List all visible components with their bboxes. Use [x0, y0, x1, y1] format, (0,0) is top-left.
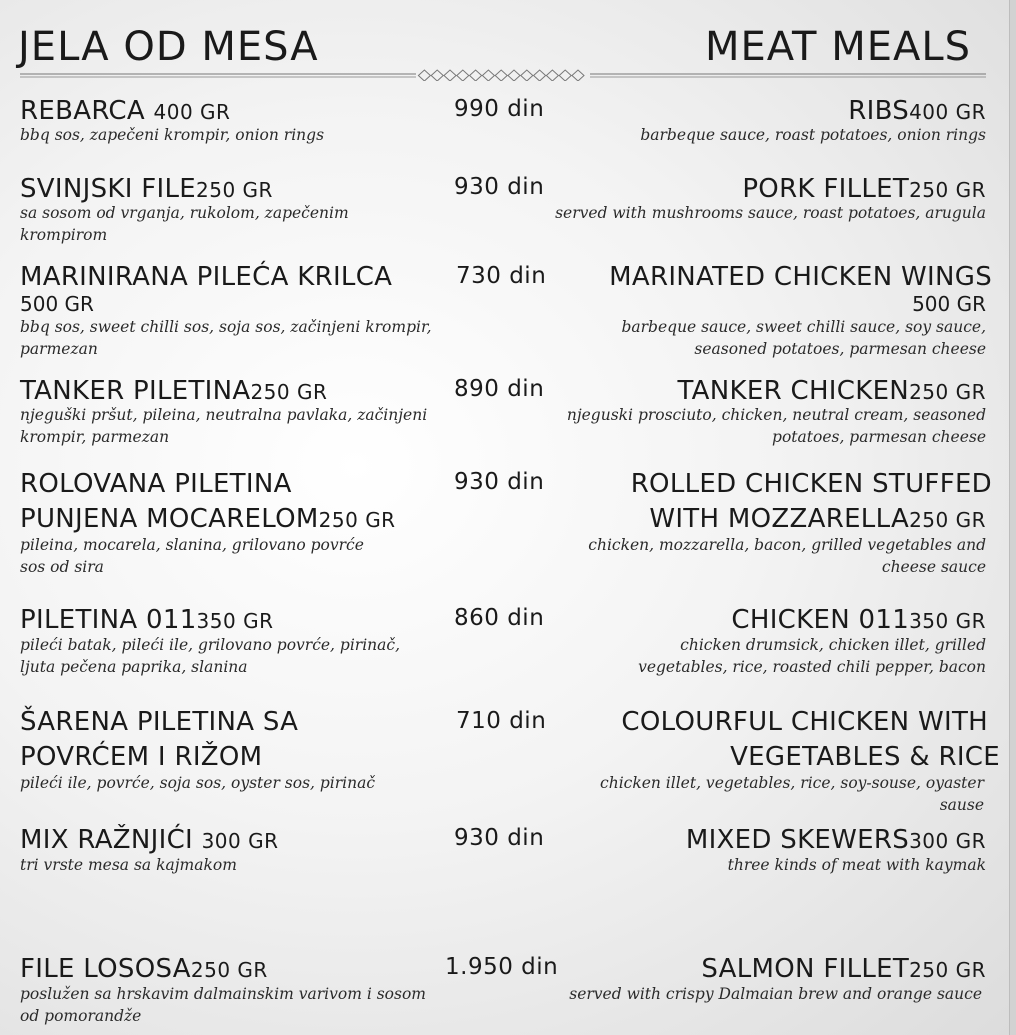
divider-diamond	[508, 70, 520, 81]
item-description-local: sa sosom od vrganja, rukolom, zapečenim krompirom	[20, 204, 349, 244]
item-name-english: PORK FILLET250 GR	[742, 174, 986, 204]
item-weight: 250 GR	[909, 958, 986, 982]
divider-diamond	[457, 70, 469, 81]
divider-diamond	[495, 70, 507, 81]
divider-diamond	[521, 70, 533, 81]
divider-diamond	[431, 70, 443, 81]
item-weight: 250 GR	[196, 178, 273, 202]
item-weight: 250 GR	[190, 958, 268, 982]
divider-diamond	[444, 70, 456, 81]
item-name-english: RIBS400 GR	[848, 96, 986, 126]
item-name-local: SVINJSKI FILE250 GR	[20, 174, 273, 204]
page-edge	[1009, 0, 1016, 1035]
item-description-english: njeguski prosciuto, chicken, neutral cream, seasoned potatoes, parmesan cheese	[566, 406, 986, 446]
item-description-english: served with mushrooms sauce, roast potatoes, arugula	[555, 204, 986, 222]
item-weight: 350 GR	[909, 609, 986, 633]
item-weight: 500 GR	[912, 292, 986, 316]
item-name-local-line2: PUNJENA MOCARELOM250 GR	[20, 504, 396, 534]
item-price: 930 din	[454, 469, 545, 495]
item-name-local: MIX RAŽNJIĆI 300 GR	[20, 825, 279, 855]
divider-diamond	[572, 70, 584, 81]
item-name-english: TANKER CHICKEN250 GR	[677, 376, 986, 406]
item-description-english: served with crispy Dalmaian brew and orange sauce	[569, 985, 982, 1003]
item-description-local: tri vrste mesa sa kajmakom	[20, 856, 237, 874]
item-name-local: REBARCA 400 GR	[20, 96, 231, 126]
item-name-local: FILE LOSOSA250 GR	[20, 954, 268, 984]
item-weight: 500 GR	[20, 292, 94, 316]
item-name-local-line2: POVRĆEM I RIŽOM	[20, 742, 263, 772]
item-weight: 250 GR	[250, 380, 328, 404]
item-description-english: chicken drumsick, chicken illet, grilled vegetables, rice, roasted chili pepper, bacon	[638, 636, 986, 676]
item-description-local: njeguški pršut, pileina, neutralna pavlaka, začinjeni krompir, parmezan	[20, 406, 428, 446]
title-english: MEAT MEALS	[705, 24, 972, 70]
item-weight: 400 GR	[153, 100, 231, 124]
item-weight: 300 GR	[201, 829, 279, 853]
divider-diamond	[470, 70, 482, 81]
item-description-english: barbeque sauce, sweet chilli sauce, soy sauce, seasoned potatoes, parmesan cheese	[621, 318, 986, 358]
item-description-local: bbq sos, zapečeni krompir, onion rings	[20, 126, 325, 144]
item-description-local: bbq sos, sweet chilli sos, soja sos, začinjeni krompir, parmezan	[20, 318, 432, 358]
divider-diamond	[482, 70, 494, 81]
item-weight: 250 GR	[909, 508, 986, 532]
item-price: 1.950 din	[445, 954, 559, 980]
item-name-english: MARINATED CHICKEN WINGS	[609, 262, 992, 292]
item-description-local: pileći batak, pileći ile, grilovano povrće, pirinač, ljuta pečena paprika, slanina	[20, 636, 400, 676]
item-weight: 250 GR	[318, 508, 396, 532]
item-weight: 250 GR	[909, 380, 986, 404]
title-local: JELA OD MESA	[18, 24, 319, 70]
item-weight: 250 GR	[909, 178, 986, 202]
item-price: 930 din	[454, 174, 545, 200]
item-weight: 400 GR	[909, 100, 986, 124]
item-weight: 350 GR	[196, 609, 274, 633]
item-price: 730 din	[456, 263, 547, 289]
item-description-english: chicken, mozzarella, bacon, grilled vegetables and cheese sauce	[588, 536, 986, 576]
item-description-local: pileći ile, povrće, soja sos, oyster sos, pirinač	[20, 774, 376, 792]
item-name-local: PILETINA 011350 GR	[20, 605, 274, 635]
item-name-english-line2: VEGETABLES & RICE	[730, 742, 1000, 772]
item-description-english: three kinds of meat with kaymak	[727, 856, 986, 874]
item-price: 860 din	[454, 605, 545, 631]
item-description-english: barbeque sauce, roast potatoes, onion rings	[640, 126, 986, 144]
item-name-english: CHICKEN 011350 GR	[731, 605, 986, 635]
item-weight: 300 GR	[909, 829, 986, 853]
item-price: 990 din	[454, 96, 545, 122]
item-name-english-line1: COLOURFUL CHICKEN WITH	[621, 707, 988, 737]
item-name-english-line1: ROLLED CHICKEN STUFFED	[630, 469, 992, 499]
item-description-local: poslužen sa hrskavim dalmainskim varivom i sosom od pomorandže	[20, 985, 426, 1025]
item-name-local: TANKER PILETINA250 GR	[20, 376, 328, 406]
divider-diamond	[534, 70, 546, 81]
item-description-english: chicken illet, vegetables, rice, soy-souse, oyaster sause	[600, 774, 984, 814]
item-name-local: MARINIRANA PILEĆA KRILCA	[20, 262, 393, 292]
item-name-english: MIXED SKEWERS300 GR	[685, 825, 986, 855]
item-name-local-line1: ŠARENA PILETINA SA	[20, 707, 299, 737]
item-price: 710 din	[456, 708, 547, 734]
item-name-english-line2: WITH MOZZARELLA250 GR	[649, 504, 986, 534]
ornamental-divider	[20, 69, 986, 81]
item-name-local-line1: ROLOVANA PILETINA	[20, 469, 292, 499]
divider-diamond	[418, 70, 430, 81]
item-name-english: SALMON FILLET250 GR	[701, 954, 986, 984]
item-description-local: pileina, mocarela, slanina, grilovano povrće sos od sira	[20, 536, 364, 576]
divider-diamond	[559, 70, 571, 81]
item-price: 890 din	[454, 376, 545, 402]
divider-diamond	[546, 70, 558, 81]
item-price: 930 din	[454, 825, 545, 851]
